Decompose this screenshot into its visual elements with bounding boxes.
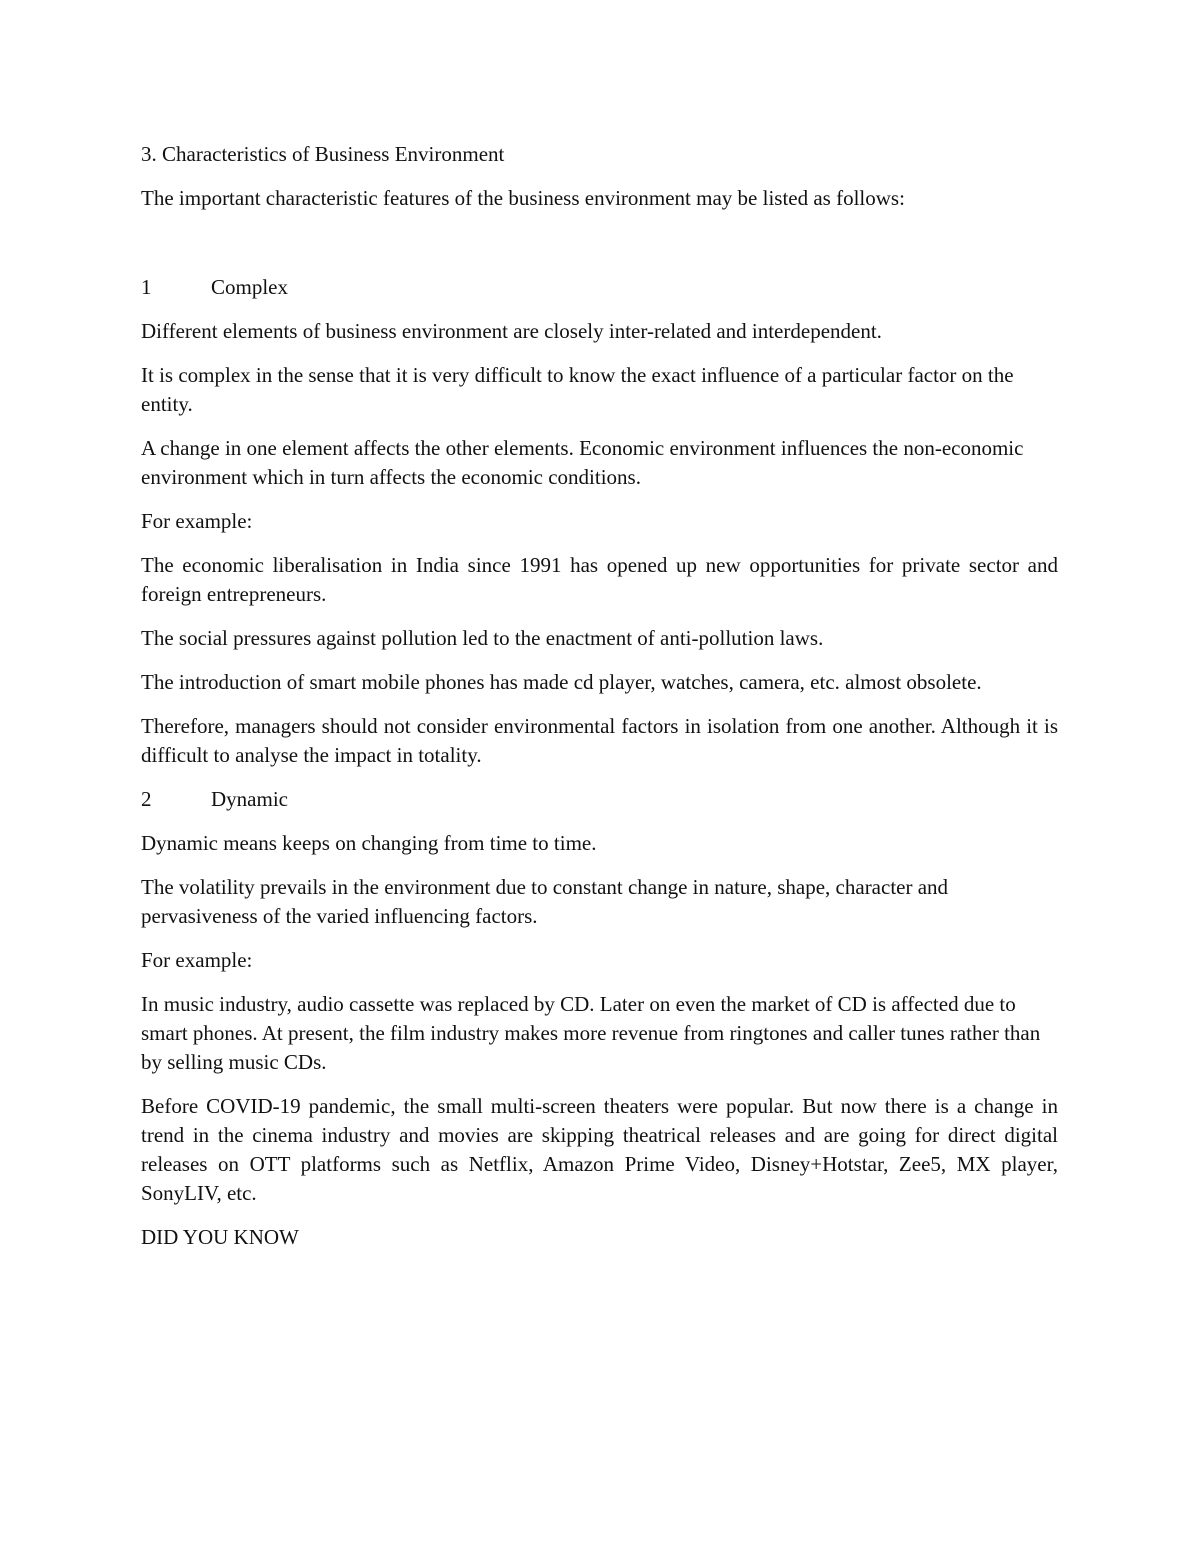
section-heading-complex	[141, 273, 1058, 302]
paragraph: The economic liberalisation in India since 1991 has opened up new opportunities for private sector and foreign entrepreneurs.	[141, 553, 1058, 606]
section-heading-title: Complex	[211, 275, 288, 299]
paragraph: For example:	[141, 509, 253, 533]
section-title: 3. Characteristics of Business Environment	[141, 142, 505, 166]
paragraph: Different elements of business environment are closely inter-related and interdependent.	[141, 319, 882, 343]
paragraph: The introduction of smart mobile phones has made cd player, watches, camera, etc. almost obsolete.	[141, 670, 982, 694]
paragraph: Dynamic means keeps on changing from time to time.	[141, 831, 597, 855]
section-heading-dynamic	[141, 785, 1058, 814]
section-number: 2	[141, 787, 152, 811]
paragraph: Before COVID-19 pandemic, the small multi-screen theaters were popular. But now there is a change in trend in the cinema industry and movies are skipping theatrical releases and are going for direct digital releases on OTT platforms such as Netflix, Amazon Prime Video, Disney+Hotstar, Zee5, MX player, SonyLIV, etc.	[141, 1094, 1058, 1205]
section-heading-title: Dynamic	[211, 787, 288, 811]
section-number: 1	[141, 275, 152, 299]
paragraph: Therefore, managers should not consider environmental factors in isolation from one another. Although it is difficult to analyse the impact in totality.	[141, 714, 1058, 767]
paragraph: For example:	[141, 948, 253, 972]
paragraph: The volatility prevails in the environment due to constant change in nature, shape, character and pervasiveness of the varied influencing factors.	[141, 875, 949, 928]
document-body	[141, 140, 1058, 1267]
paragraph: The social pressures against pollution led to the enactment of anti-pollution laws.	[141, 626, 824, 650]
paragraph: In music industry, audio cassette was replaced by CD. Later on even the market of CD is affected due to smart phones. At present, the film industry makes more revenue from ringtones and caller tunes rather than by selling music CDs.	[141, 992, 1041, 1074]
did-you-know-heading: DID YOU KNOW	[141, 1225, 299, 1249]
paragraph: A change in one element affects the other elements. Economic environment influences the non-economic environment which in turn affects the economic conditions.	[141, 436, 1024, 489]
paragraph: It is complex in the sense that it is very difficult to know the exact influence of a particular factor on the entity.	[141, 363, 1014, 416]
intro-paragraph: The important characteristic features of the business environment may be listed as follows:	[141, 186, 905, 210]
